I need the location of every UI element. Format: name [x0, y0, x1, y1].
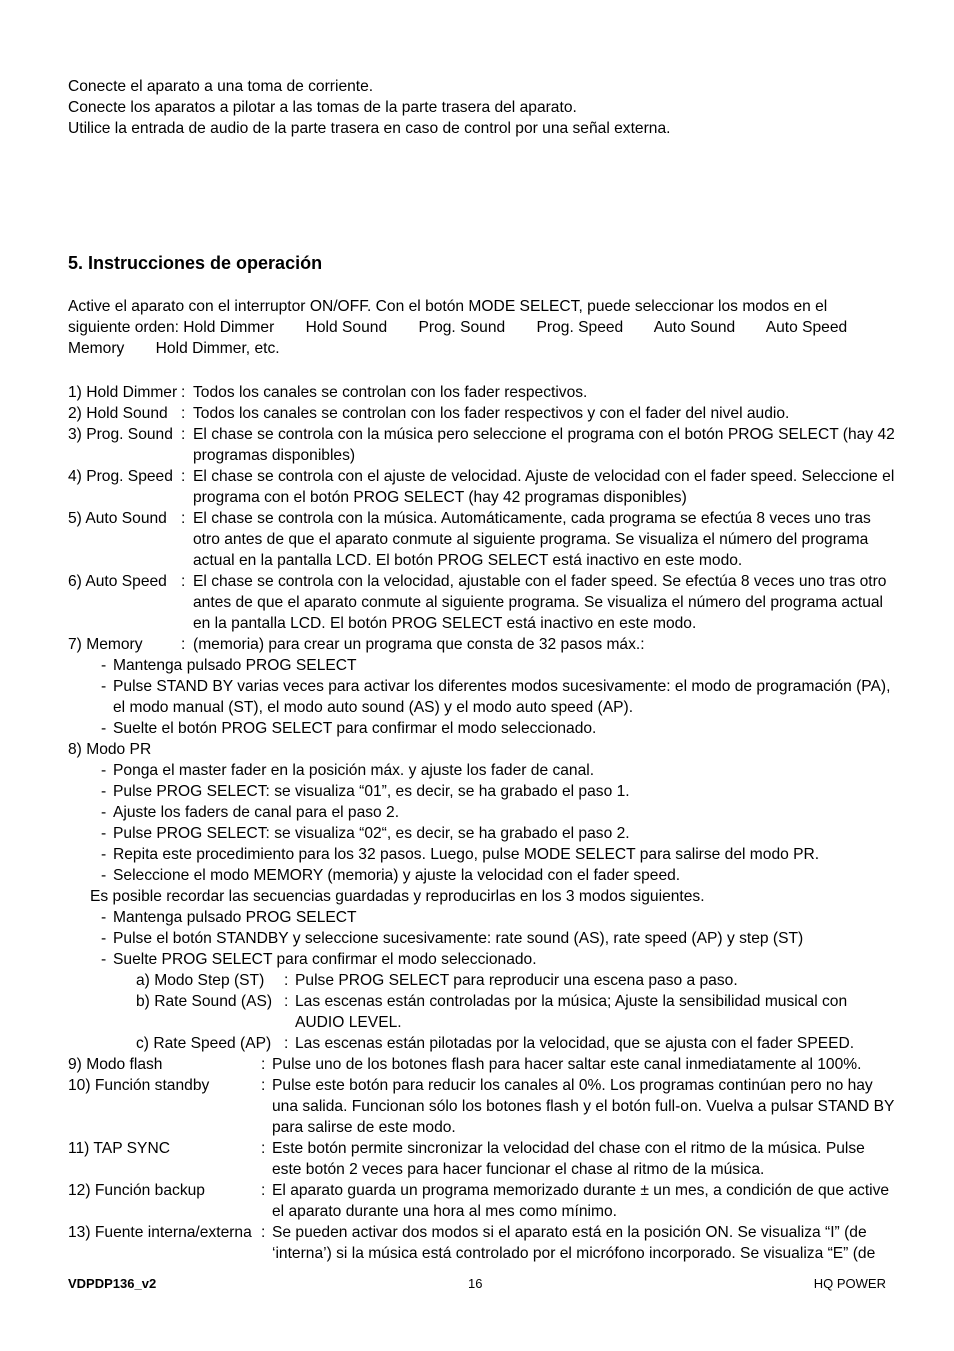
bullet-dash: -	[101, 930, 107, 947]
mode-row	[68, 424, 898, 466]
intro-line: Utilice la entrada de audio de la parte trasera en caso de control por una señal externa.	[68, 120, 671, 137]
sub-mode-label: b) Rate Sound (AS)	[136, 993, 273, 1010]
function-label: 9) Modo flash	[68, 1056, 163, 1073]
mode-sequence-item: Auto Speed	[765, 319, 848, 336]
colon: :	[261, 1077, 266, 1094]
bullet-text: Repita este procedimiento para los 32 pasos. Luego, pulse MODE SELECT para salirse del modo PR.	[113, 846, 820, 863]
bullet-text: Pulse el botón STANDBY y seleccione sucesivamente: rate sound (AS), rate speed (AP) y step (ST)	[113, 930, 804, 947]
bullet-dash: -	[101, 909, 107, 926]
bullet-dash: -	[101, 804, 107, 821]
colon: :	[261, 1140, 266, 1157]
mode-row	[68, 466, 898, 508]
paragraph-line	[68, 317, 888, 338]
footer-brand: HQ POWER	[813, 1276, 886, 1291]
recall-bullet	[68, 928, 898, 949]
bullet-dash: -	[101, 678, 107, 695]
sub-mode-row	[68, 1033, 898, 1054]
function-row	[68, 1222, 898, 1264]
mode-description: El chase se controla con la música pero seleccione el programa con el botón PROG SELECT (hay 42 programas disponibles)	[193, 426, 895, 464]
mode-list	[68, 382, 898, 1264]
intro-section	[68, 76, 670, 139]
bullet-dash: -	[101, 762, 107, 779]
mode-label: 3) Prog. Sound	[68, 426, 173, 443]
bullet-text: Pulse PROG SELECT: se visualiza “02“, es decir, se ha grabado el paso 2.	[113, 825, 630, 842]
paragraph-line: Active el aparato con el interruptor ON/OFF. Con el botón MODE SELECT, puede seleccionar los modos en el	[68, 298, 828, 315]
mode-description: Todos los canales se controlan con los fader respectivos.	[193, 384, 588, 401]
colon: :	[181, 510, 186, 527]
bullet-text: Pulse PROG SELECT: se visualiza “01”, es decir, se ha grabado el paso 1.	[113, 783, 630, 800]
mode-row	[68, 508, 898, 571]
operation-paragraph	[68, 296, 888, 359]
recall-bullet	[68, 949, 898, 970]
mode-sequence-item: Prog. Sound	[418, 319, 506, 336]
colon: :	[284, 972, 289, 989]
bullet-text: Mantenga pulsado PROG SELECT	[113, 657, 357, 674]
function-label: 13) Fuente interna/externa	[68, 1224, 252, 1241]
sub-mode-text: Pulse PROG SELECT para reproducir una escena paso a paso.	[295, 972, 738, 989]
function-row	[68, 1180, 898, 1222]
mode-label: 7) Memory	[68, 636, 143, 653]
function-text: Pulse este botón para reducir los canales al 0%. Los programas continúan pero no hay una salida. Funcionan sólo los botones flash y el botón full-on. Vuelva a pulsar STAND BY para salirse de este modo.	[272, 1077, 895, 1136]
function-row	[68, 1138, 898, 1180]
sub-mode-text: Las escenas están controladas por la música; Ajuste la sensibilidad musical con AUDIO LEVEL.	[295, 993, 848, 1031]
modo-pr-bullet	[68, 844, 898, 865]
modo-pr-label: 8) Modo PR	[68, 741, 152, 758]
sub-mode-row	[68, 991, 898, 1033]
modo-pr-bullet	[68, 781, 898, 802]
mode-sequence-item: Hold Sound	[305, 319, 388, 336]
function-label: 12) Función backup	[68, 1182, 205, 1199]
function-row	[68, 1075, 898, 1138]
memory-bullet	[68, 718, 898, 739]
function-row	[68, 1054, 898, 1075]
recall-bullet	[68, 907, 898, 928]
sub-mode-label: c) Rate Speed (AP)	[136, 1035, 272, 1052]
mode-row	[68, 403, 898, 424]
bullet-text: Ajuste los faders de canal para el paso 2.	[113, 804, 400, 821]
bullet-dash: -	[101, 783, 107, 800]
function-label: 10) Función standby	[68, 1077, 210, 1094]
bullet-text: Mantenga pulsado PROG SELECT	[113, 909, 357, 926]
colon: :	[181, 384, 186, 401]
colon: :	[261, 1056, 266, 1073]
bullet-text: Seleccione el modo MEMORY (memoria) y ajuste la velocidad con el fader speed.	[113, 867, 681, 884]
mode-label: 5) Auto Sound	[68, 510, 167, 527]
bullet-dash: -	[101, 867, 107, 884]
mode-sequence-item: Memory	[68, 340, 125, 357]
mode-row	[68, 382, 898, 403]
mode-sequence-item: Hold Dimmer, etc.	[155, 340, 280, 357]
bullet-text: Pulse STAND BY varias veces para activar los diferentes modos sucesivamente: el modo de programación (PA), el modo manual (ST), el modo auto sound (AS) y el modo auto speed (AP).	[113, 678, 891, 716]
modo-pr-bullet	[68, 823, 898, 844]
mode-label: 4) Prog. Speed	[68, 468, 173, 485]
colon: :	[261, 1224, 266, 1241]
colon: :	[181, 405, 186, 422]
modo-pr-bullet	[68, 760, 898, 781]
colon: :	[284, 1035, 289, 1052]
modo-pr-bullet	[68, 802, 898, 823]
mode-label: 1) Hold Dimmer	[68, 384, 178, 401]
mode-sequence-prefix: siguiente orden: Hold Dimmer	[68, 319, 275, 336]
modo-pr-bullet	[68, 865, 898, 886]
memory-bullet	[68, 676, 898, 718]
bullet-text: Ponga el master fader en la posición máx. y ajuste los fader de canal.	[113, 762, 595, 779]
colon: :	[261, 1182, 266, 1199]
footer-doc-code: VDPDP136_v2	[68, 1276, 157, 1291]
function-text: El aparato guarda un programa memorizado durante ± un mes, a condición de que active el aparato durante una hora al mes como mínimo.	[272, 1182, 890, 1220]
colon: :	[181, 468, 186, 485]
bullet-dash: -	[101, 657, 107, 674]
footer-page-number: 16	[468, 1276, 483, 1291]
function-text: Este botón permite sincronizar la velocidad del chase con el ritmo de la música. Pulse este botón 2 veces para hacer funcionar el chase al ritmo de la música.	[272, 1140, 865, 1178]
mode-description: El chase se controla con el ajuste de velocidad. Ajuste de velocidad con el fader speed. Seleccione el programa con el botón PROG SELECT (hay 42 programas disponibles)	[193, 468, 895, 506]
intro-line: Conecte el aparato a una toma de corriente.	[68, 78, 374, 95]
mode-description: (memoria) para crear un programa que consta de 32 pasos máx.:	[193, 636, 645, 653]
colon: :	[181, 573, 186, 590]
intro-line: Conecte los aparatos a pilotar a las tomas de la parte trasera del aparato.	[68, 99, 577, 116]
mode-label: 2) Hold Sound	[68, 405, 168, 422]
mode-description: El chase se controla con la velocidad, ajustable con el fader speed. Se efectúa 8 veces uno tras otro antes de que el aparato conmute al siguiente programa. Se visualiza el número del programa actual en la pantalla LCD. El botón PROG SELECT está inactivo en este modo.	[193, 573, 887, 632]
function-text: Pulse uno de los botones flash para hacer saltar este canal inmediatamente al 100%.	[272, 1056, 862, 1073]
paragraph-line	[68, 338, 888, 359]
section-heading: 5. Instrucciones de operación	[68, 253, 323, 273]
mode-sequence-item: Prog. Speed	[536, 319, 624, 336]
function-text: Se pueden activar dos modos si el aparato está en la posición ON. Se visualiza “I” (de ‘interna’) si la música está controlado por el micrófono incorporado. Se visualiza “E” (de	[272, 1224, 876, 1262]
mode-label: 6) Auto Speed	[68, 573, 167, 590]
bullet-dash: -	[101, 825, 107, 842]
page-footer	[68, 1273, 886, 1293]
mode-sequence-item: Auto Sound	[653, 319, 736, 336]
bullet-dash: -	[101, 846, 107, 863]
function-label: 11) TAP SYNC	[68, 1140, 170, 1157]
colon: :	[181, 636, 186, 653]
mode-row	[68, 571, 898, 634]
bullet-text: Suelte PROG SELECT para confirmar el modo seleccionado.	[113, 951, 537, 968]
mode-description: El chase se controla con la música. Automáticamente, cada programa se efectúa 8 veces uno tras otro antes de que el aparato conmute al siguiente programa. Se visualiza el número del programa actual en la pantalla LCD. El botón PROG SELECT está inactivo en este modo.	[193, 510, 871, 569]
colon: :	[284, 993, 289, 1010]
sub-mode-row	[68, 970, 898, 991]
memory-bullet	[68, 655, 898, 676]
sub-mode-label: a) Modo Step (ST)	[136, 972, 265, 989]
bullet-dash: -	[101, 951, 107, 968]
sub-mode-text: Las escenas están pilotadas por la velocidad, que se ajusta con el fader SPEED.	[295, 1035, 855, 1052]
mode-row	[68, 634, 898, 655]
recall-intro: Es posible recordar las secuencias guardadas y reproducirlas en los 3 modos siguientes.	[90, 888, 705, 905]
colon: :	[181, 426, 186, 443]
mode-description: Todos los canales se controlan con los fader respectivos y con el fader del nivel audio.	[193, 405, 790, 422]
bullet-dash: -	[101, 720, 107, 737]
bullet-text: Suelte el botón PROG SELECT para confirmar el modo seleccionado.	[113, 720, 597, 737]
